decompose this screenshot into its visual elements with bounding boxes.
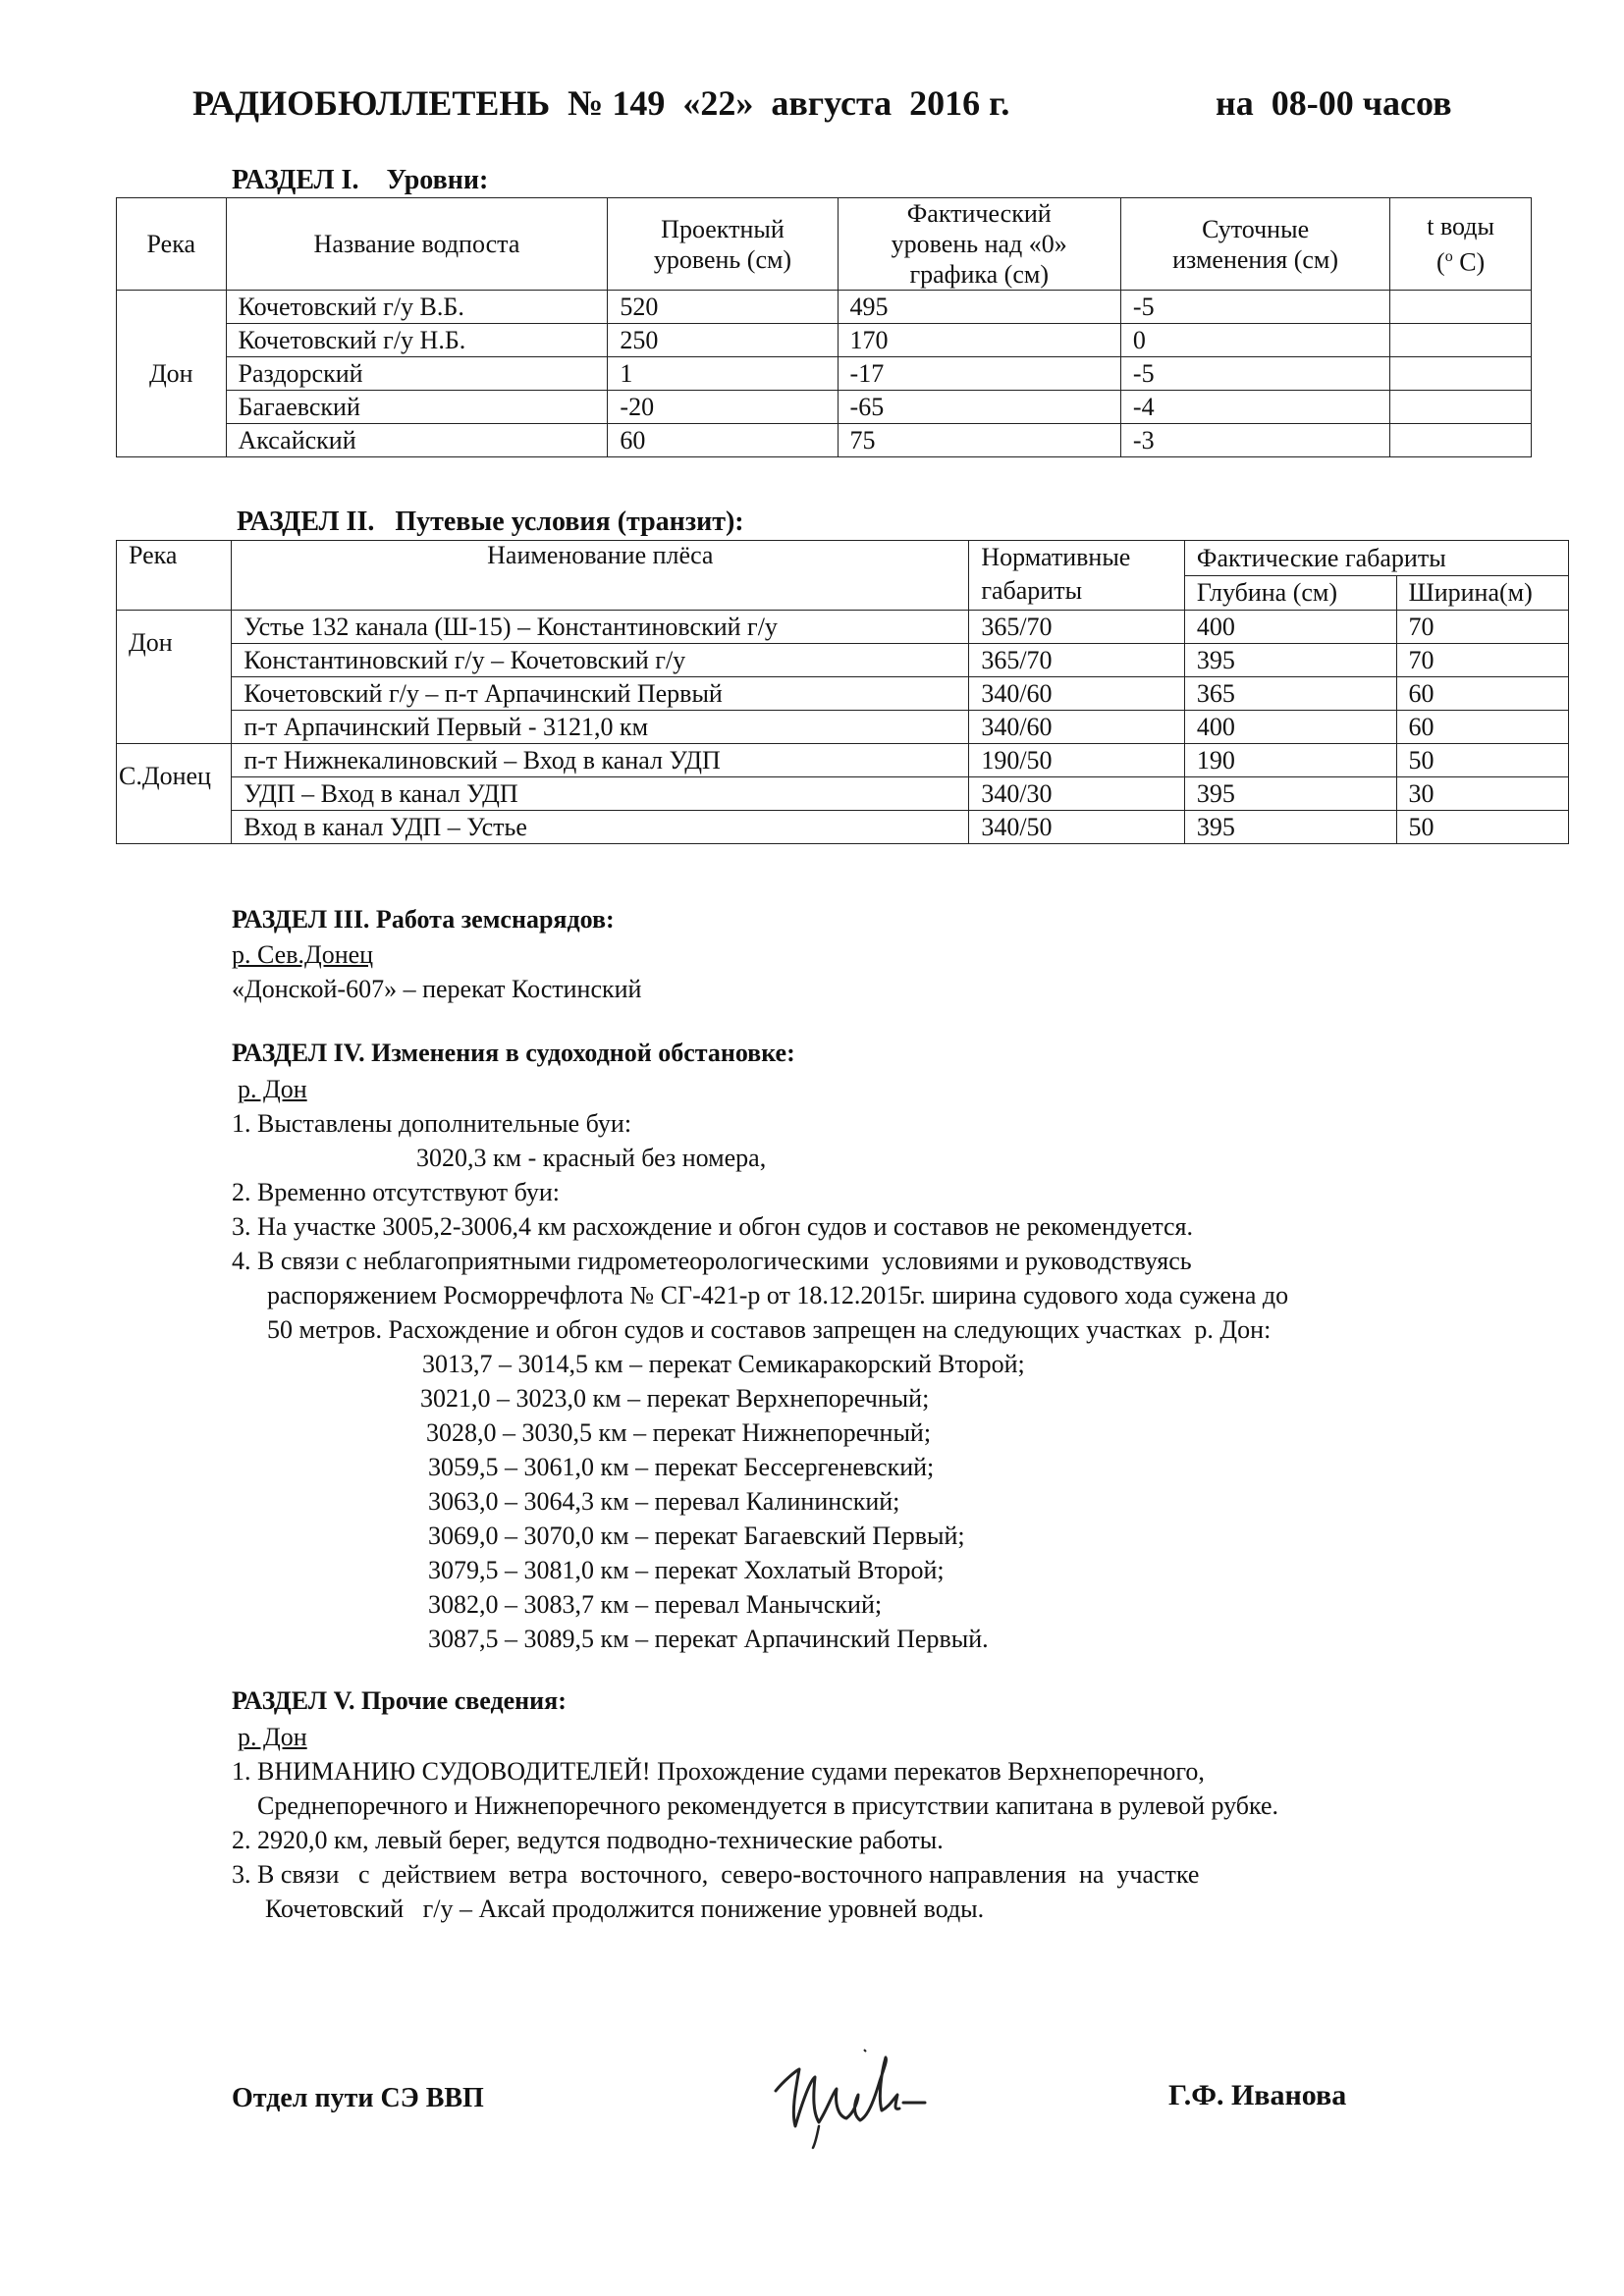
reach-name: УДП – Вход в канал УДП (232, 777, 969, 811)
reach-name: Константиновский г/у – Кочетовский г/у (232, 644, 969, 677)
actual-level: -17 (838, 357, 1120, 391)
section-2-title: РАЗДЕЛ II. Путевые условия (транзит): (237, 507, 744, 537)
section-3-river: р. Сев.Донец (232, 940, 374, 969)
river-name: Дон (117, 291, 227, 457)
section-4-line: 2. Временно отсутствуют буи: (232, 1178, 561, 1206)
section-4-line: 50 метров. Расхождение и обгон судов и составов запрещен на следующих участках р. Дон: (267, 1315, 1272, 1344)
col-reach: Наименование плёса (232, 541, 969, 611)
norm-dimensions: 340/50 (969, 811, 1185, 844)
actual-level: 75 (838, 424, 1120, 457)
water-temp (1390, 424, 1532, 457)
col-projected: Проектный уровень (см) (608, 198, 838, 291)
river-name: Дон (117, 611, 232, 744)
section-1-title: РАЗДЕЛ I. Уровни: (232, 165, 489, 195)
projected-level: 520 (608, 291, 838, 324)
restricted-section: 3059,5 – 3061,0 км – перекат Бессергеневский; (428, 1453, 935, 1481)
norm-dimensions: 365/70 (969, 611, 1185, 644)
reach-name: Кочетовский г/у – п-т Арпачинский Первый (232, 677, 969, 711)
department: Отдел пути СЭ ВВП (232, 2083, 484, 2113)
station-name: Аксайский (226, 424, 608, 457)
bulletin-title: РАДИОБЮЛЛЕТЕНЬ № 149 «22» августа 2016 г. (192, 83, 1010, 123)
water-temp (1390, 291, 1532, 324)
width-value: 30 (1396, 777, 1569, 811)
table-row (117, 777, 1569, 811)
daily-change: -5 (1120, 357, 1389, 391)
norm-dimensions: 365/70 (969, 644, 1185, 677)
daily-change: -3 (1120, 424, 1389, 457)
section-4-line: 1. Выставлены дополнительные буи: (232, 1109, 632, 1138)
depth-value: 395 (1184, 644, 1396, 677)
col-norm: Нормативные габариты (969, 541, 1185, 611)
projected-level: 1 (608, 357, 838, 391)
col-actual: Фактический уровень над «0» графика (см) (838, 198, 1120, 291)
restricted-section: 3079,5 – 3081,0 км – перекат Хохлатый Второй; (428, 1556, 945, 1584)
norm-dimensions: 190/50 (969, 744, 1185, 777)
depth-value: 190 (1184, 744, 1396, 777)
width-value: 50 (1396, 811, 1569, 844)
depth-value: 395 (1184, 811, 1396, 844)
restricted-section: 3069,0 – 3070,0 км – перекат Багаевский Первый; (428, 1522, 965, 1550)
water-temp (1390, 357, 1532, 391)
section-4-line: 4. В связи с неблагоприятными гидрометеорологическими условиями и руководствуясь (232, 1247, 1192, 1275)
width-value: 70 (1396, 611, 1569, 644)
station-name: Кочетовский г/у Н.Б. (226, 324, 608, 357)
reach-name: Вход в канал УДП – Устье (232, 811, 969, 844)
restricted-section: 3063,0 – 3064,3 км – перевал Калининский; (428, 1487, 900, 1516)
col-daily-change: Суточные изменения (см) (1120, 198, 1389, 291)
station-name: Багаевский (226, 391, 608, 424)
table-row (117, 424, 1532, 457)
table-row (117, 291, 1532, 324)
daily-change: -5 (1120, 291, 1389, 324)
table-row (117, 677, 1569, 711)
signer-name: Г.Ф. Иванова (1168, 2079, 1347, 2111)
section-5-river: р. Дон (238, 1723, 307, 1751)
projected-level: -20 (608, 391, 838, 424)
reach-name: п-т Нижнекалиновский – Вход в канал УДП (232, 744, 969, 777)
station-name: Раздорский (226, 357, 608, 391)
table-row (117, 644, 1569, 677)
section-5-title: РАЗДЕЛ V. Прочие сведения: (232, 1686, 567, 1715)
norm-dimensions: 340/30 (969, 777, 1185, 811)
restricted-section: 3082,0 – 3083,7 км – перевал Манычский; (428, 1590, 883, 1619)
route-conditions-table (116, 540, 1569, 844)
restricted-section: 3013,7 – 3014,5 км – перекат Семикаракорский Второй; (422, 1350, 1025, 1378)
col-river: Река (117, 198, 227, 291)
col-width: Ширина(м) (1396, 576, 1569, 611)
width-value: 60 (1396, 711, 1569, 744)
actual-level: -65 (838, 391, 1120, 424)
actual-level: 170 (838, 324, 1120, 357)
restricted-section: 3028,0 – 3030,5 км – перекат Нижнепоречный; (426, 1418, 932, 1447)
levels-header-row (117, 198, 1532, 291)
table-row (117, 744, 1569, 777)
section-4-line: распоряжением Росморречфлота № СГ-421-р от 18.12.2015г. ширина судового хода сужена до (267, 1281, 1289, 1309)
col-actual-dimensions: Фактические габариты (1184, 541, 1568, 576)
col-station: Название водпоста (226, 198, 608, 291)
width-value: 50 (1396, 744, 1569, 777)
restricted-section: 3087,5 – 3089,5 км – перекат Арпачинский Первый. (428, 1625, 989, 1653)
col-depth: Глубина (см) (1184, 576, 1396, 611)
bulletin-time: на 08-00 часов (1216, 83, 1452, 123)
river-name: С.Донец (117, 744, 232, 844)
norm-dimensions: 340/60 (969, 677, 1185, 711)
projected-level: 60 (608, 424, 838, 457)
restricted-section: 3021,0 – 3023,0 км – перекат Верхнепоречный; (420, 1384, 930, 1413)
section-5-line: Кочетовский г/у – Аксай продолжится понижение уровней воды. (265, 1895, 985, 1923)
table-row (117, 811, 1569, 844)
depth-value: 400 (1184, 611, 1396, 644)
depth-value: 365 (1184, 677, 1396, 711)
handwritten-signature (756, 2042, 982, 2150)
table-row (117, 391, 1532, 424)
actual-level: 495 (838, 291, 1120, 324)
levels-table (116, 197, 1532, 457)
depth-value: 395 (1184, 777, 1396, 811)
daily-change: -4 (1120, 391, 1389, 424)
route-header-row-1 (117, 541, 1569, 576)
station-name: Кочетовский г/у В.Б. (226, 291, 608, 324)
section-5-line: 1. ВНИМАНИЮ СУДОВОДИТЕЛЕЙ! Прохождение судами перекатов Верхнепоречного, (232, 1757, 1205, 1786)
table-row (117, 324, 1532, 357)
col-water-temp: t воды ($^o$ C) (1390, 198, 1532, 291)
dredger-line: «Донской-607» – перекат Костинский (232, 975, 642, 1003)
water-temp (1390, 391, 1532, 424)
section-5-line: Среднепоречного и Нижнепоречного рекомендуется в присутствии капитана в рулевой рубке. (257, 1791, 1279, 1820)
col-river: Река (117, 541, 232, 611)
section-5-line: 2. 2920,0 км, левый берег, ведутся подводно-технические работы. (232, 1826, 944, 1854)
water-temp (1390, 324, 1532, 357)
width-value: 60 (1396, 677, 1569, 711)
section-4-line: 3020,3 км - красный без номера, (416, 1144, 767, 1172)
section-4-line: 3. На участке 3005,2-3006,4 км расхождение и обгон судов и составов не рекомендуется. (232, 1212, 1193, 1241)
section-4-title: РАЗДЕЛ IV. Изменения в судоходной обстановке: (232, 1039, 795, 1067)
projected-level: 250 (608, 324, 838, 357)
table-row (117, 611, 1569, 644)
reach-name: п-т Арпачинский Первый - 3121,0 км (232, 711, 969, 744)
table-row (117, 711, 1569, 744)
daily-change: 0 (1120, 324, 1389, 357)
section-5-line: 3. В связи с действием ветра восточного, северо-восточного направления на участке (232, 1860, 1200, 1889)
depth-value: 400 (1184, 711, 1396, 744)
table-row (117, 357, 1532, 391)
section-4-river: р. Дон (238, 1075, 307, 1103)
norm-dimensions: 340/60 (969, 711, 1185, 744)
width-value: 70 (1396, 644, 1569, 677)
reach-name: Устье 132 канала (Ш-15) – Константиновский г/у (232, 611, 969, 644)
section-3-title: РАЗДЕЛ III. Работа земснарядов: (232, 905, 615, 934)
